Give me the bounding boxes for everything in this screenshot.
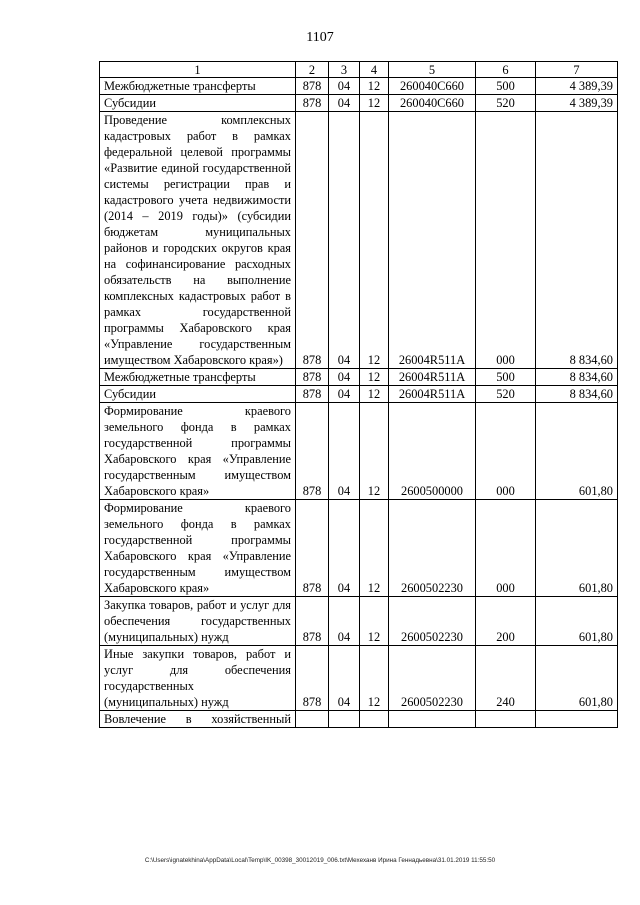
cell-section: 04 — [329, 403, 360, 500]
cell-target-code: 260040С660 — [389, 95, 476, 112]
row-name: Иные закупки товаров, работ и услуг для обеспечения государственных (муниципальных) нужд — [100, 646, 296, 711]
row-name: Закупка товаров, работ и услуг для обеспечения государственных (муниципальных) нужд — [100, 597, 296, 646]
cell-target-code: 26004R511А — [389, 369, 476, 386]
cell-ministry: 878 — [296, 500, 329, 597]
cell-amount: 601,80 — [536, 646, 618, 711]
cell-amount: 601,80 — [536, 403, 618, 500]
cell-section: 04 — [329, 646, 360, 711]
cell-target-code — [389, 711, 476, 728]
column-header: 3 — [329, 62, 360, 78]
cell-target-code: 26004R511А — [389, 386, 476, 403]
cell-subsection: 12 — [360, 646, 389, 711]
column-header: 2 — [296, 62, 329, 78]
cell-expense-type: 500 — [476, 369, 536, 386]
cell-target-code: 260040С660 — [389, 78, 476, 95]
cell-ministry: 878 — [296, 78, 329, 95]
cell-expense-type: 520 — [476, 386, 536, 403]
table-row — [100, 500, 618, 597]
cell-ministry: 878 — [296, 597, 329, 646]
cell-section — [329, 711, 360, 728]
cell-section: 04 — [329, 112, 360, 369]
budget-table — [99, 61, 618, 728]
cell-amount: 8 834,60 — [536, 386, 618, 403]
cell-ministry: 878 — [296, 403, 329, 500]
cell-expense-type: 200 — [476, 597, 536, 646]
row-name: Межбюджетные трансферты — [100, 369, 296, 386]
cell-amount — [536, 711, 618, 728]
table-row — [100, 369, 618, 386]
row-name: Межбюджетные трансферты — [100, 78, 296, 95]
cell-amount: 601,80 — [536, 597, 618, 646]
table-header-row — [100, 62, 618, 78]
table-row — [100, 646, 618, 711]
cell-subsection: 12 — [360, 369, 389, 386]
cell-amount: 8 834,60 — [536, 112, 618, 369]
cell-expense-type — [476, 711, 536, 728]
row-name: Формирование краевого земельного фонда в рамках государственной программы Хабаровского края «Управление государственным имуществом Хабаровского края» — [100, 500, 296, 597]
table-row — [100, 386, 618, 403]
cell-section: 04 — [329, 500, 360, 597]
cell-target-code: 2600500000 — [389, 403, 476, 500]
cell-target-code: 2600502230 — [389, 646, 476, 711]
cell-section: 04 — [329, 78, 360, 95]
column-header: 1 — [100, 62, 296, 78]
cell-ministry: 878 — [296, 112, 329, 369]
cell-ministry: 878 — [296, 646, 329, 711]
table-row — [100, 403, 618, 500]
cell-subsection: 12 — [360, 95, 389, 112]
row-name: Субсидии — [100, 386, 296, 403]
table-row — [100, 112, 618, 369]
cell-expense-type: 500 — [476, 78, 536, 95]
table-row — [100, 711, 618, 728]
cell-subsection — [360, 711, 389, 728]
table-row — [100, 78, 618, 95]
cell-target-code: 2600502230 — [389, 597, 476, 646]
row-name: Субсидии — [100, 95, 296, 112]
cell-expense-type: 000 — [476, 112, 536, 369]
cell-subsection: 12 — [360, 403, 389, 500]
column-header: 6 — [476, 62, 536, 78]
cell-target-code: 2600502230 — [389, 500, 476, 597]
cell-subsection: 12 — [360, 112, 389, 369]
cell-expense-type: 000 — [476, 403, 536, 500]
cell-section: 04 — [329, 386, 360, 403]
row-name: Вовлечение в хозяйственный — [100, 711, 296, 728]
cell-section: 04 — [329, 597, 360, 646]
cell-ministry — [296, 711, 329, 728]
file-path-footer: C:\Users\ignatekhina\AppData\Local\Temp\IK_00398_30012019_006.txt\Мехеханв Ирина Геннадьевна\31.01.2019 11:55:50 — [144, 857, 496, 864]
cell-amount: 8 834,60 — [536, 369, 618, 386]
cell-section: 04 — [329, 369, 360, 386]
cell-section: 04 — [329, 95, 360, 112]
cell-expense-type: 000 — [476, 500, 536, 597]
cell-target-code: 26004R511А — [389, 112, 476, 369]
column-header: 7 — [536, 62, 618, 78]
cell-subsection: 12 — [360, 78, 389, 95]
cell-subsection: 12 — [360, 500, 389, 597]
cell-ministry: 878 — [296, 95, 329, 112]
column-header: 4 — [360, 62, 389, 78]
page-number: 1107 — [306, 30, 334, 45]
cell-ministry: 878 — [296, 369, 329, 386]
cell-subsection: 12 — [360, 386, 389, 403]
cell-expense-type: 520 — [476, 95, 536, 112]
column-header: 5 — [389, 62, 476, 78]
cell-amount: 4 389,39 — [536, 78, 618, 95]
table-row — [100, 95, 618, 112]
cell-amount: 4 389,39 — [536, 95, 618, 112]
cell-ministry: 878 — [296, 386, 329, 403]
cell-subsection: 12 — [360, 597, 389, 646]
cell-expense-type: 240 — [476, 646, 536, 711]
table-row — [100, 597, 618, 646]
row-name: Формирование краевого земельного фонда в рамках государственной программы Хабаровского края «Управление государственным имуществом Хабаровского края» — [100, 403, 296, 500]
cell-amount: 601,80 — [536, 500, 618, 597]
row-name: Проведение комплексных кадастровых работ в рамках федеральной целевой программы «Развитие единой государственной системы регистрации прав и кадастрового учета недвижимости (2014 – 2019 годы)» (субсидии бюджетам муниципальных районов и городских округов края на софинансирование расходных обязательств на выполнение комплексных кадастровых работ в рамках государственной программы Хабаровского края «Управление государственным имуществом Хабаровского края») — [100, 112, 296, 369]
